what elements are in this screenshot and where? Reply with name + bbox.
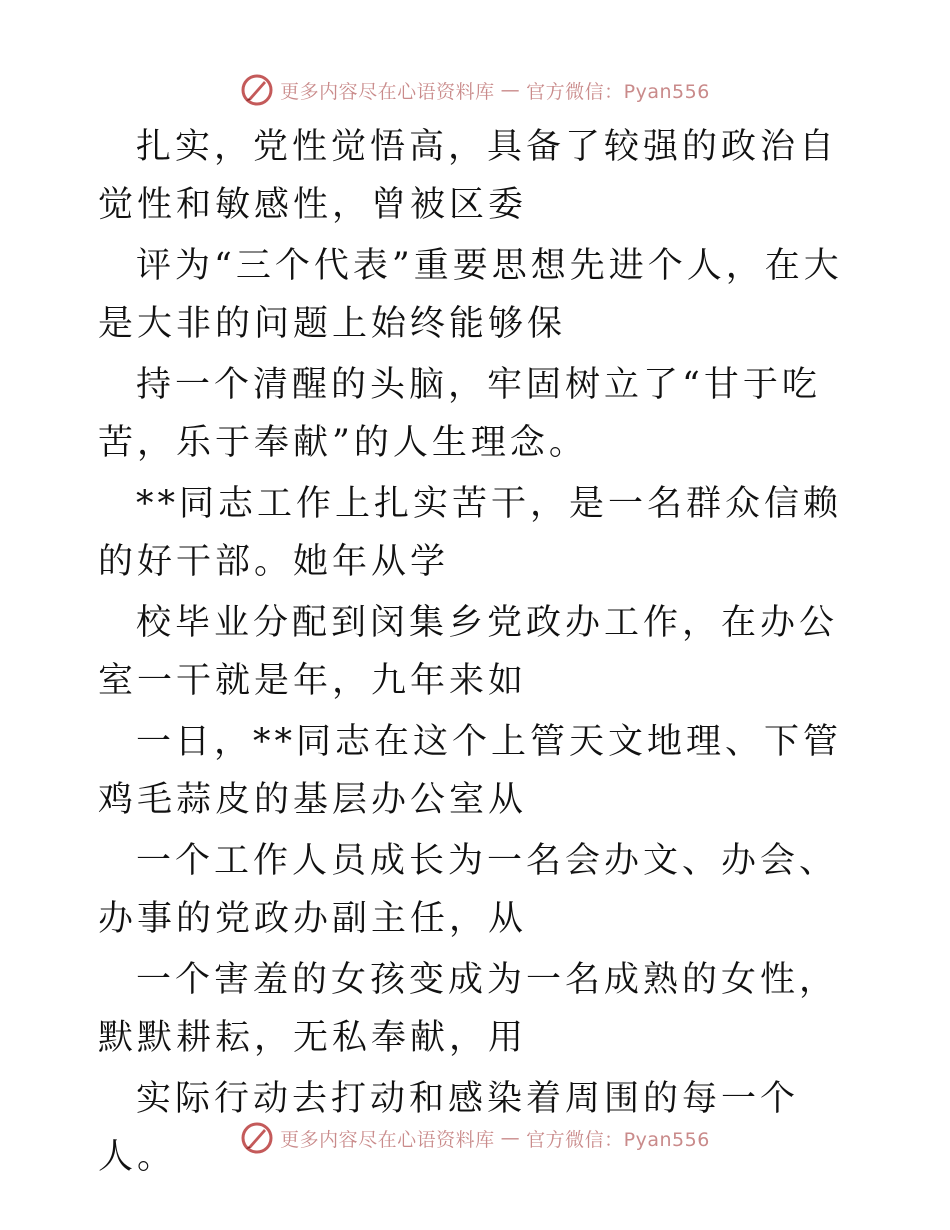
paragraph: 实际行动去打动和感染着周围的每一个人。: [98, 1079, 800, 1177]
paragraph: 一个害羞的女孩变成为一名成熟的女性，默默耕耘，无私奉献，用: [98, 960, 839, 1058]
paragraph: 持一个清醒的头脑，牢固树立了“甘于吃苦，乐于奉献”的人生理念。: [98, 365, 821, 463]
watermark-separator: —: [500, 1127, 521, 1149]
header-watermark: [0, 70, 950, 110]
paragraph: 扎实，党性觉悟高，具备了较强的政治自觉性和敏感性，曾被区委: [98, 127, 839, 225]
paragraph: 评为“三个代表”重要思想先进个人，在大是大非的问题上始终能够保: [98, 246, 843, 344]
paragraph: 一个工作人员成长为一名会办文、办会、办事的党政办副主任，从: [98, 841, 839, 939]
watermark-contact: 官方微信：Pyan556: [526, 1128, 710, 1151]
paragraph: **同志工作上扎实苦干，是一名群众信赖的好干部。她年从学: [98, 484, 843, 582]
watermark-separator: —: [500, 79, 521, 101]
watermark-text: 更多内容尽在心语资料库: [280, 80, 495, 103]
paragraph: 校毕业分配到闵集乡党政办工作，在办公室一干就是年，九年来如: [98, 603, 839, 701]
quill-logo-icon: [240, 1121, 274, 1155]
paragraph: 一日，**同志在这个上管天文地理、下管鸡毛蒜皮的基层办公室从: [98, 722, 843, 820]
watermark-contact: 官方微信：Pyan556: [526, 80, 710, 103]
quill-logo-icon: [240, 73, 274, 107]
watermark-text: 更多内容尽在心语资料库: [280, 1128, 495, 1151]
footer-watermark: [0, 1118, 950, 1158]
document-body: [98, 118, 858, 1189]
